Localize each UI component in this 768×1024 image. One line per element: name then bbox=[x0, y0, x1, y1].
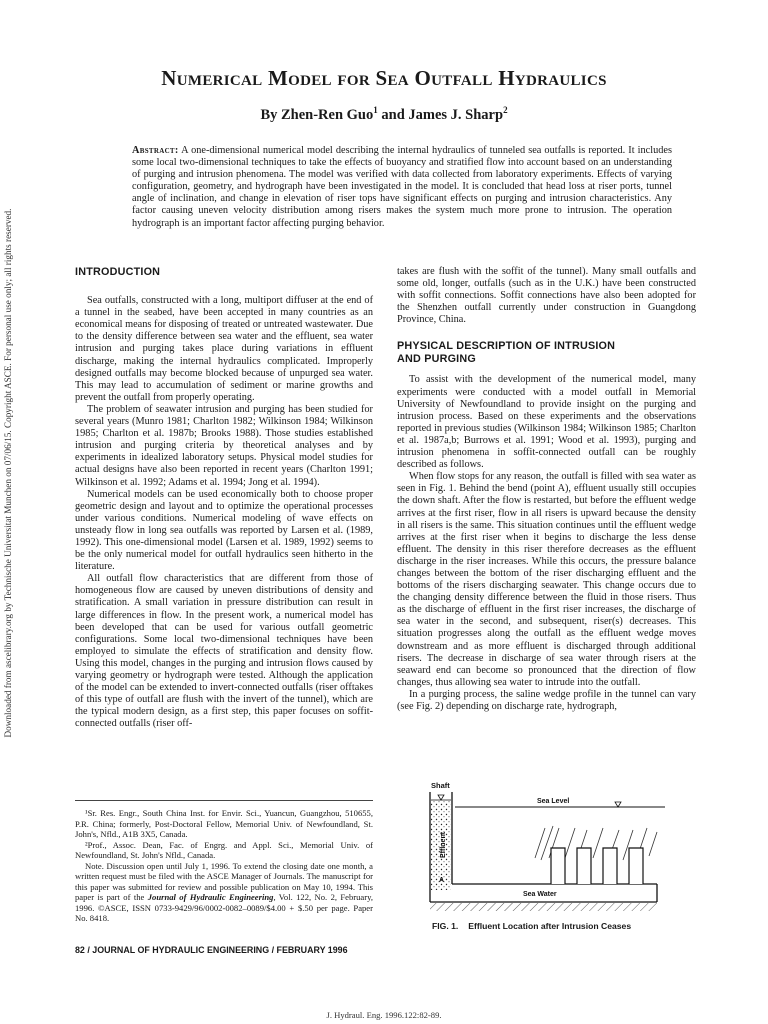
paragraph: To assist with the development of the numerical model, many experiments were conducted with a model outfall in Memorial University of Newfoundland to provide insight on the purging and intrusion process. Based on these experiments and the observations reported in previous studies (Wilkinson 1984; Wilkinson 1985; Charlton et al. 1987a,b; Burrows et al. 1991; Wood et al. 1993), purging and intrusion phenomena in soffit-connected outfall can be roughly described as follows. bbox=[397, 374, 696, 471]
author-first: Zhen-Ren Guo bbox=[280, 106, 374, 123]
download-notice: Downloaded from ascelibrary.org by Technische Universitat Munchen on 07/06/15. Copyright ASCE. For personal use only; all rights reserved. bbox=[3, 208, 13, 738]
paragraph: The problem of seawater intrusion and purging has been studied for several years (Munro 1981; Charlton 1982; Wilkinson 1984; Wilkinson 1985; Charlton et al. 1987b; Brooks 1988). Those studies established intrusion and purging criteria by theoretical analyses and by experiments in idealized laboratory setups. Physical model studies for actual designs have also been reported in recent years (Charlton 1991; Wilkinson et al. 1992; Adams et al. 1994; Jong et al. 1994). bbox=[75, 403, 373, 488]
footnote-1: ¹Sr. Res. Engr., South China Inst. for Envir. Sci., Yuancun, Guangzhou, 510655, P.R. China; formerly, Post-Doctoral Fellow, Memorial Univ. of Newfoundland, St. John's, Nfld., A1B 3X5, Canada. bbox=[75, 808, 373, 839]
riser-1 bbox=[551, 848, 565, 884]
sea-level-marker bbox=[615, 802, 621, 807]
author-second: James J. Sharp bbox=[408, 106, 504, 123]
note-before: Note. Discussion open until July 1, 1996. To extend the closing date one month, a written request must be filed with the ASCE Manager of Journals. The manuscript for this paper was submitted for review and possible publication on May 10, 1994. This paper is part of the bbox=[75, 860, 373, 902]
heading-line-1: PHYSICAL DESCRIPTION OF INTRUSION bbox=[397, 340, 616, 353]
sea-level-label: Sea Level bbox=[537, 798, 570, 805]
paragraph: In a purging process, the saline wedge profile in the tunnel can vary (see Fig. 2) depending on discharge rate, hydrograph, bbox=[397, 688, 696, 712]
journal-name: Journal of Hydraulic Engineering bbox=[147, 892, 274, 902]
caption-text: Effluent Location after Intrusion Ceases bbox=[468, 921, 632, 931]
paragraph: Sea outfalls, constructed with a long, multiport diffuser at the end of a tunnel in the seabed, have been accepted in many countries as an economical means for disposing of treated or untreated wastewater. Due to the density difference between sea water and the effluent, sea water intrusion and purging takes place during variations in effluent discharge, making the internal hydraulics complicated. Improperly designed outfalls may become blocked because of unpurged sea water. This may lead to accumulation of sediment or marine growths and prevent the outfall from properly operating. bbox=[75, 295, 373, 403]
paper-title: Numerical Model for Sea Outfall Hydraulics bbox=[161, 66, 607, 90]
heading-line-2: AND PURGING bbox=[397, 353, 476, 366]
riser-3 bbox=[603, 848, 617, 884]
author-first-mark: 1 bbox=[373, 105, 378, 115]
discussion-note bbox=[75, 861, 373, 924]
page-footer: 82 / JOURNAL OF HYDRAULIC ENGINEERING / FEBRUARY 1996 bbox=[75, 945, 348, 955]
author-prefix: By bbox=[260, 106, 281, 123]
sea-water-label: Sea Water bbox=[523, 891, 557, 898]
caption-number: FIG. 1. bbox=[432, 921, 459, 931]
footnotes bbox=[75, 800, 373, 924]
author-connector: and bbox=[377, 106, 409, 123]
footnote-2: ²Prof., Assoc. Dean, Fac. of Engrg. and Appl. Sci., Memorial Univ. of Newfoundland, St. John's Nfld., Canada. bbox=[75, 839, 373, 860]
abstract-label: Abstract: bbox=[132, 145, 179, 156]
riser-4 bbox=[629, 848, 643, 884]
paragraph: Numerical models can be used economically both to choose proper geometric design and layout and to optimize the operational processes under various conditions. Numerical modeling of wave effects on unsteady flow in long sea outfalls was reported by Larsen et al. (1989, 1992). This one-dimensional model (Larsen et al. 1989, 1992) seems to be the only numerical model for outfall hydraulics seen hitherto in the literature. bbox=[75, 488, 373, 573]
paragraph: takes are flush with the soffit of the tunnel). Many small outfalls and some old, longer, outfalls (such as in the U.K.) have been constructed with soffit connections. Soffit connections have also been adopted for the Shenzhen outfall currently under construction in Guangdong Province, China. bbox=[397, 266, 696, 326]
citation: J. Hydraul. Eng. 1996.122:82-89. bbox=[326, 1010, 442, 1020]
section-heading-introduction: INTRODUCTION bbox=[75, 266, 161, 278]
paragraph: When flow stops for any reason, the outfall is filled with sea water as seen in Fig. 1. Behind the bend (point A), effluent usually still occupies the down shaft. After the flow is restarted, but before the effluent wedge arrives at the first riser, flow in all risers is upward because the density in all risers is the same. This situation continues until the effluent wedge arrives at the first riser when it begins to discharge the less dense effluent. The density in this riser therefore decreases as the effluent discharge in the riser increases. While this occurs, the pressure balance changes between the bottom of the riser discharging effluent and the bottoms of the risers discharging seawater. This change occurs due to the changing density difference between the fluid in those risers. Thus as the discharge of effluent in the first riser increases, the discharge of sea water in the second, and subsequent, riser(s) decreases. This situation progresses along the outfall as the effluent wedge moves downstream and as more effluent is discharged through additional risers. The decrease in discharge of sea water through risers at the seaward end can become so pronounced that the direction of flow changes, thus allowing sea water to intrude into the outfall. bbox=[397, 471, 696, 688]
paragraph: All outfall flow characteristics that are different from those of homogeneous flow are caused by uneven distributions of density and stratification. A small variation in pressure distribution can result in large differences in flow. In the present work, a numerical model has been developed that can be used for various outfall geometric configurations. Some local two-dimensional techniques have been employed to simulate the effects of stratification and density flow. Using this model, changes in the purging and intrusion flows caused by varying geometry or hydrograph were tested. Although the application of the model can be extended to invert-connected outfalls (riser offtakes of this type of outfall are flush with the invert of the tunnel), which are the typical modern design, as a first step, this paper focuses on soffit-connected outfalls (riser off- bbox=[75, 573, 373, 730]
section-heading-physical-description bbox=[397, 340, 696, 366]
riser-2 bbox=[577, 848, 591, 884]
left-column bbox=[75, 266, 373, 730]
right-column bbox=[397, 266, 696, 713]
shaft-level-marker bbox=[438, 795, 444, 800]
shaft-label: Shaft bbox=[431, 781, 450, 790]
figure-1-outfall-diagram bbox=[425, 778, 675, 928]
figure-caption bbox=[432, 921, 631, 931]
seabed-hatch bbox=[430, 903, 657, 911]
abstract-text: A one-dimensional numerical model describing the internal hydraulics of tunneled sea outfalls is reported. It includes some local two-dimensional techniques to take the effects of buoyancy and stratified flow into account based on an understanding of purging and intrusion phenomena. The model was verified with data collected from laboratory experiments. Effects of varying configuration, geometry, and hydrograph have been investigated in the model. It is concluded that head loss at riser ports, tunnel angle of inclination, and change in elevation of riser tops have significant effects on purging and intrusion characteristics. Any factor causing uneven velocity distribution among risers makes the system much more prone to intrusion. The operation hydrograph is an important factor affecting purging behavior. bbox=[132, 145, 672, 229]
author-second-mark: 2 bbox=[503, 105, 508, 115]
author-line bbox=[0, 105, 768, 124]
point-a-label: A bbox=[439, 877, 445, 884]
effluent-label: Effluent bbox=[440, 831, 447, 858]
note-after: , Vol. 122, No. 2, February, 1996. ©ASCE, ISSN 0733-9429/96/0002-0082–0089/$4.00 + $.50 per page. Paper No. 8418. bbox=[75, 892, 373, 923]
abstract bbox=[132, 145, 672, 230]
